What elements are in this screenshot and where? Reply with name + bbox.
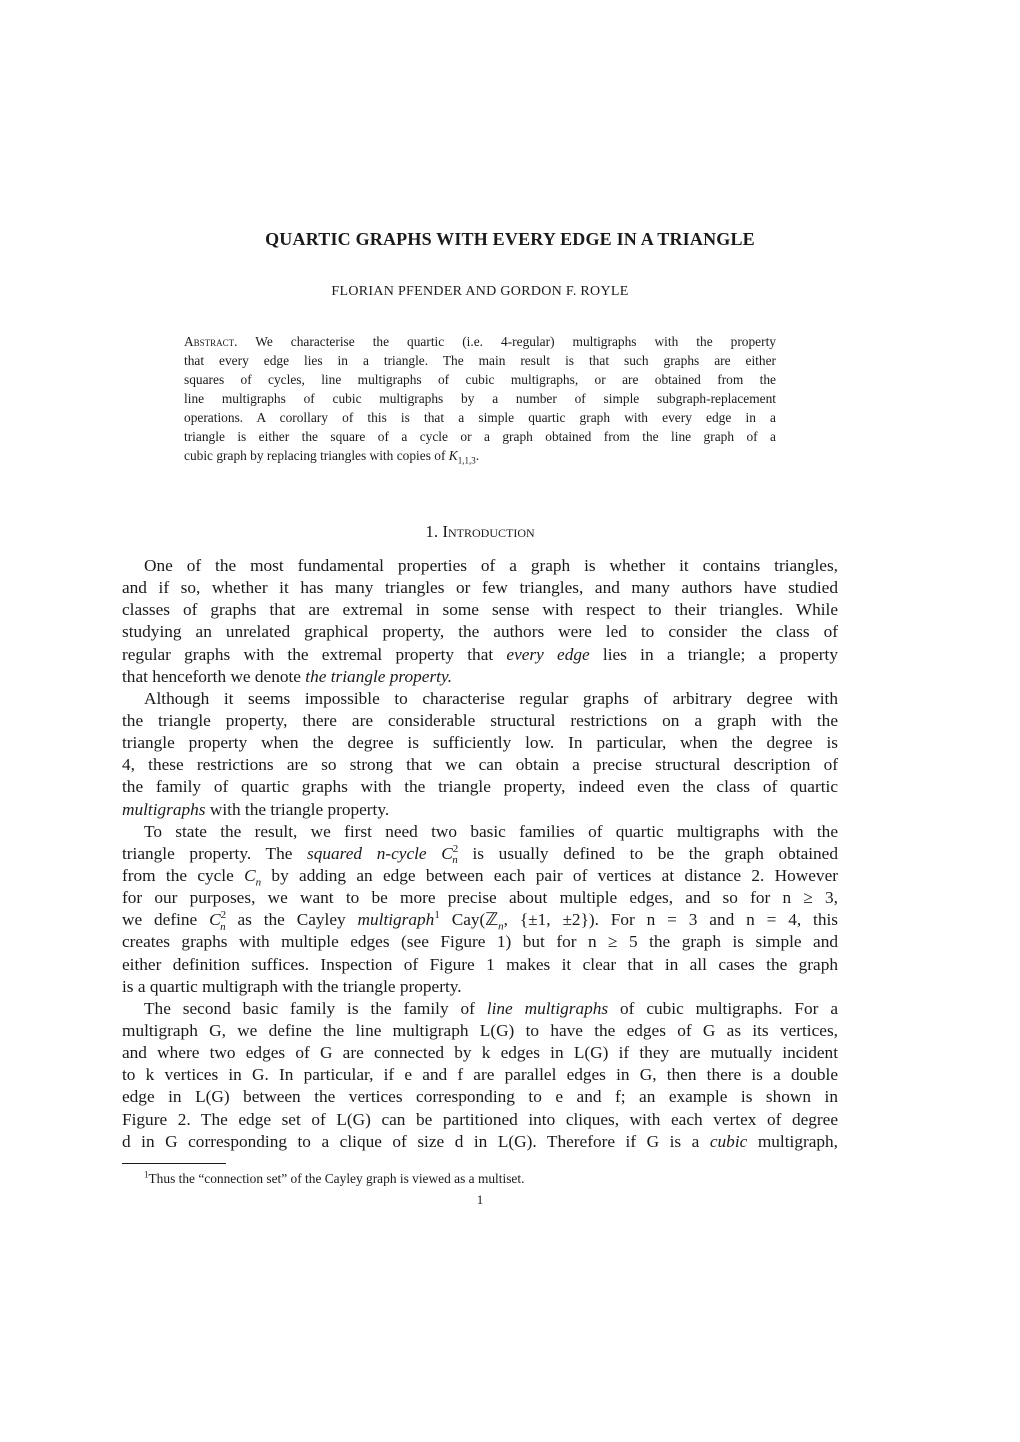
abstract-line: that every edge lies in a triangle. The main result is that such graphs are either	[184, 353, 776, 368]
abstract-label: Abstract.	[184, 334, 238, 349]
paragraph-line: classes of graphs that are extremal in some sense with respect to their triangles. While	[122, 600, 838, 620]
paragraph-line: Although it seems impossible to characterise regular graphs of arbitrary degree with	[144, 688, 838, 708]
page-number: 1	[476, 1192, 484, 1207]
paragraph-line: studying an unrelated graphical property, the authors were led to consider the class of	[122, 622, 838, 642]
abstract-line: squares of cycles, line multigraphs of cubic multigraphs, or are obtained from the	[184, 372, 776, 387]
paragraph-line: to k vertices in G. In particular, if e and f are parallel edges in G, then there is a double	[122, 1065, 838, 1085]
abstract-line: operations. A corollary of this is that a simple quartic graph with every edge in a	[184, 410, 776, 425]
paragraph-line: is a quartic multigraph with the triangle property.	[122, 976, 462, 996]
paragraph-line: triangle property. The squared n-cycle $C^2_n$ is usually defined to be the graph obtained	[122, 843, 838, 867]
paragraph-line: the family of quartic graphs with the triangle property, indeed even the class of quartic	[122, 777, 838, 797]
paragraph-line: d in G corresponding to a clique of size d in L(G). Therefore if G is a cubic multigraph,	[122, 1131, 838, 1151]
footnote-mark: 1	[144, 1169, 149, 1180]
footnote	[144, 1171, 524, 1187]
paper-title: QUARTIC GRAPHS WITH EVERY EDGE IN A TRIANGLE	[265, 229, 755, 249]
paragraph-line: we define $C^2_n$ as the Cayley multigraph$^1$ Cay(ℤ$_n$, {±1, ±2}). For n = 3 and n = 4, this	[122, 909, 839, 933]
paragraph-line: for our purposes, we want to be more precise about multiple edges, and so for n ≥ 3,	[122, 888, 838, 908]
paragraph-line: 4, these restrictions are so strong that we can obtain a precise structural description of	[122, 755, 838, 775]
footnote-divider	[122, 1163, 226, 1164]
paragraph-line: multigraph G, we define the line multigraph L(G) to have the edges of G as its vertices,	[122, 1020, 838, 1040]
paragraph-line: and where two edges of G are connected by k edges in L(G) if they are mutually incident	[122, 1043, 838, 1063]
paragraph-line: either definition suffices. Inspection of Figure 1 makes it clear that in all cases the graph	[122, 954, 838, 974]
abstract-line: line multigraphs of cubic multigraphs by a number of simple subgraph-replacement	[184, 391, 776, 406]
paragraph-line: regular graphs with the extremal property that every edge lies in a triangle; a property	[122, 644, 838, 664]
paragraph-line: Figure 2. The edge set of L(G) can be partitioned into cliques, with each vertex of degree	[122, 1109, 838, 1129]
abstract-line: triangle is either the square of a cycle or a graph obtained from the line graph of a	[184, 429, 776, 444]
footnote-marker: 1	[434, 909, 440, 922]
section-heading	[0, 522, 960, 542]
paragraph-line: The second basic family is the family of line multigraphs of cubic multigraphs. For a	[144, 998, 838, 1018]
paragraph-line: the triangle property, there are considerable structural restrictions on a graph with the	[122, 710, 838, 730]
footnote-text: Thus the “connection set” of the Cayley graph is viewed as a multiset.	[148, 1171, 525, 1186]
paragraph-line: that henceforth we denote the triangle property.	[122, 666, 453, 686]
body-text	[122, 555, 838, 1153]
paragraph-line: creates graphs with multiple edges (see Figure 1) but for n ≥ 5 the graph is simple and	[122, 932, 838, 952]
section-title: Introduction	[442, 522, 535, 541]
paragraph-line: from the cycle $C_n$ by adding an edge between each pair of vertices at distance 2. However	[122, 865, 838, 889]
paper-authors: FLORIAN PFENDER AND GORDON F. ROYLE	[331, 284, 629, 299]
paragraph-line: and if so, whether it has many triangles or few triangles, and many authors have studied	[122, 578, 838, 598]
paragraph-line: One of the most fundamental properties of a graph is whether it contains triangles,	[144, 556, 838, 575]
paragraph-line: multigraphs with the triangle property.	[122, 799, 390, 819]
abstract-line: Abstract. We characterise the quartic (i.e. 4-regular) multigraphs with the property	[184, 334, 776, 349]
paragraph-line: triangle property when the degree is sufficiently low. In particular, when the degree is	[122, 733, 838, 753]
paragraph-line: To state the result, we first need two basic families of quartic multigraphs with the	[144, 821, 838, 841]
paragraph-line: edge in L(G) between the vertices corresponding to e and f; an example is shown in	[122, 1087, 838, 1107]
abstract-line: cubic graph by replacing triangles with copies of $K_{1,1,3}$.	[184, 448, 480, 466]
abstract	[184, 332, 776, 465]
section-number: 1.	[425, 522, 439, 541]
